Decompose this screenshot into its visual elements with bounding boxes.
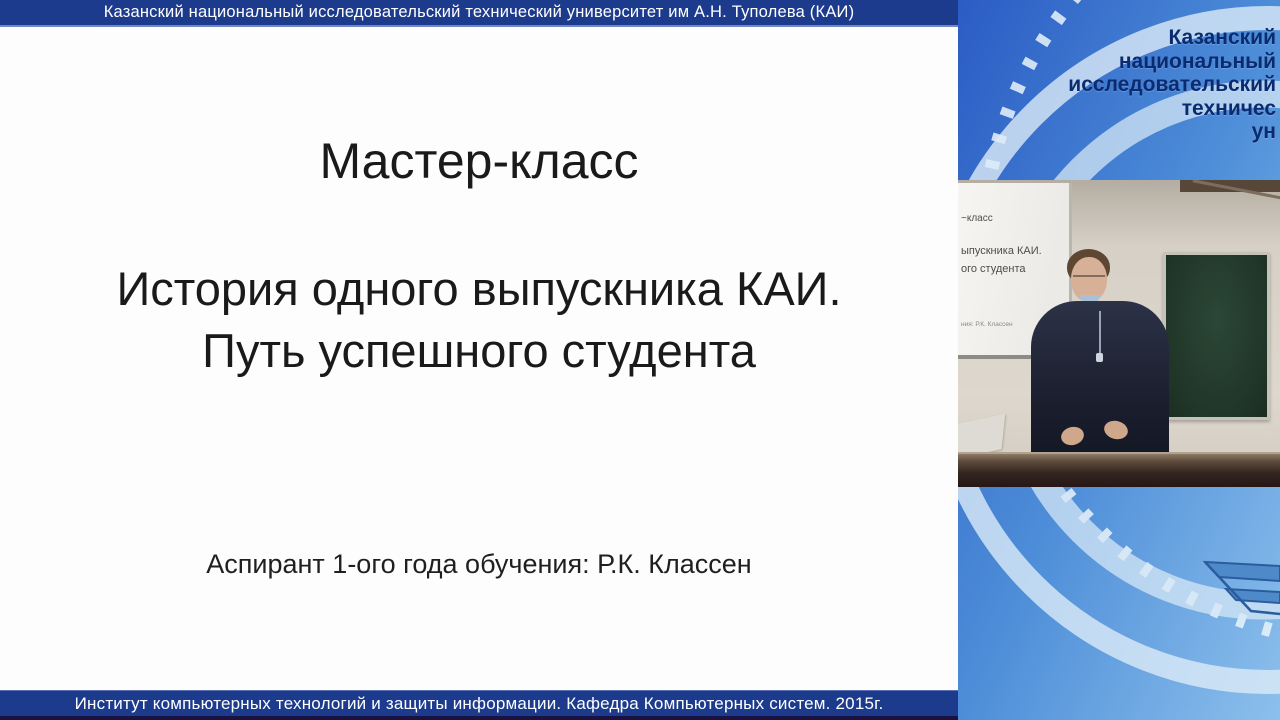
chalkboard (1163, 252, 1270, 420)
presenter-glasses (1073, 275, 1105, 281)
side-video-panel (958, 0, 1280, 720)
university-name-block (958, 26, 1280, 144)
screen-text: ~класс (961, 213, 993, 224)
header-bar (0, 0, 958, 27)
slide-subtitle-line-2: Путь успешного студента (202, 324, 756, 377)
footer-bar (0, 690, 958, 720)
zipper-pull (1096, 353, 1103, 362)
university-name-line: национальный (1118, 49, 1276, 73)
screen-text: ния: Р.К. Классен (961, 321, 1013, 328)
slide-author: Аспирант 1-ого года обучения: Р.К. Классен (206, 549, 752, 579)
slide-title: Мастер-класс (319, 133, 639, 189)
screen-text: ого студента (961, 263, 1026, 275)
slide-subtitle-line-1: История одного выпускника КАИ. (116, 262, 842, 315)
slide-subtitle (0, 258, 958, 382)
header-title: Казанский национальный исследовательский технический университет им А.Н. Туполева (КАИ) (103, 3, 855, 21)
university-name-line: ун (1251, 120, 1276, 143)
desk (958, 452, 1280, 487)
university-name-line: исследовательский (1068, 73, 1276, 96)
screen-text: ыпускника КАИ. (961, 245, 1042, 257)
lecture-video (958, 180, 1280, 487)
university-name-line: Казанский (1168, 26, 1276, 49)
presentation-slide (0, 29, 958, 690)
sweater-zipper (1099, 311, 1101, 357)
university-name-line: техничес (1181, 96, 1276, 120)
footer-title: Институт компьютерных технологий и защиты информации. Кафедра Компьютерных систем. 2015г. (74, 693, 884, 713)
